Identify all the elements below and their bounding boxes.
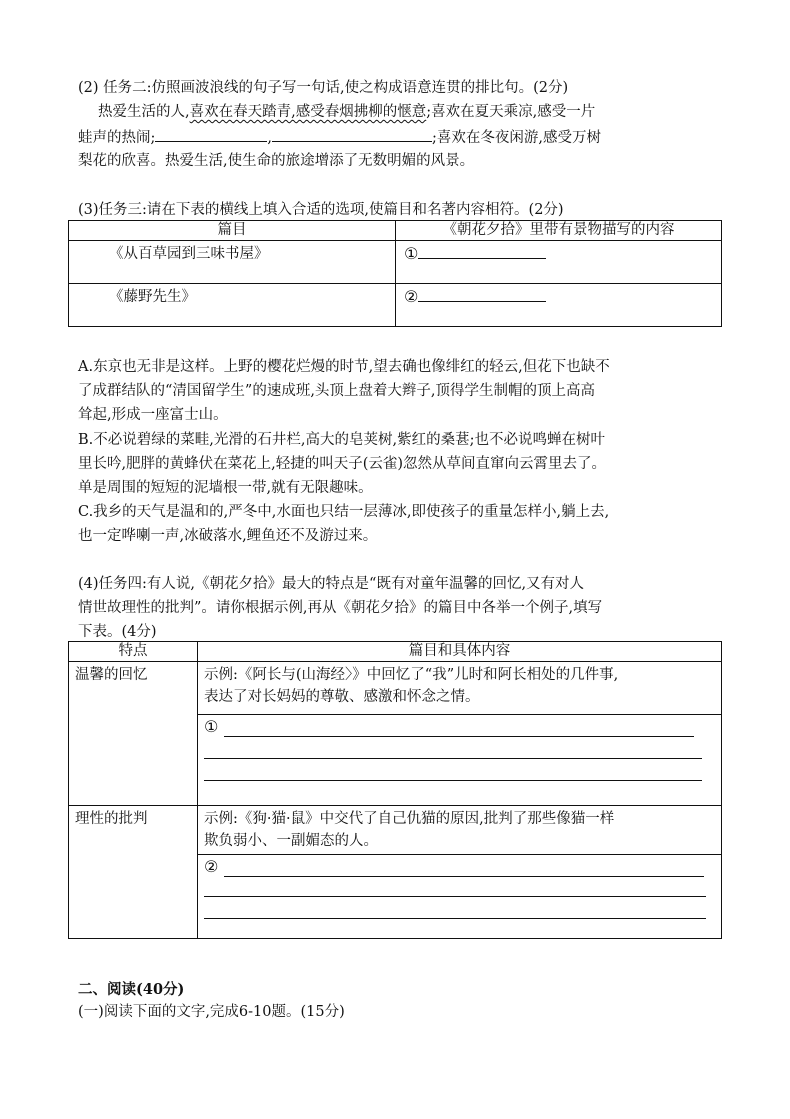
task2-paragraph-line-1 <box>98 102 595 122</box>
answer-line[interactable] <box>204 917 706 919</box>
task2-comma: , <box>267 130 272 146</box>
table-row <box>69 662 722 715</box>
table-row <box>69 284 722 327</box>
option-b-line-3: 单是周围的短短的泥墙根一带,就有无限趣味。 <box>78 480 373 496</box>
table-header-content: 篇目和具体内容 <box>198 642 722 662</box>
option-b-line-1: B.不必说碧绿的菜畦,光滑的石井栏,高大的皂荚树,紫红的桑葚;也不必说鸣蝉在树叶 <box>78 432 605 448</box>
circled-number: ① <box>404 244 419 263</box>
answer-blank-1[interactable] <box>155 127 267 142</box>
task2-text: ;喜欢在冬夜闲游,感受万树 <box>432 130 601 146</box>
answer-line[interactable] <box>204 757 702 759</box>
table-header-title: 篇目 <box>69 221 396 241</box>
answer-cell-1 <box>396 241 722 284</box>
table-header-feature: 特点 <box>69 642 198 662</box>
answer-cell-4 <box>198 855 722 939</box>
answer-cell-3 <box>198 715 722 806</box>
circled-number: ① <box>204 717 219 736</box>
wavy-underlined-sentence: 喜欢在春天踏青,感受春烟拂柳的惬意 <box>189 104 427 120</box>
section-subtitle: (一)阅读下面的文字,完成6-10题。(15分) <box>78 1004 345 1020</box>
chapter-title: 《从百草园到三味书屋》 <box>69 241 396 284</box>
feature-label: 温馨的回忆 <box>69 662 198 806</box>
task2-text: 热爱生活的人, <box>98 104 190 120</box>
task3-heading: (3)任务三:请在下表的横线上填入合适的选项,使篇目和名著内容相符。(2分) <box>78 202 564 218</box>
circled-number: ② <box>404 287 419 306</box>
option-c-line-2: 也一定哗喇一声,冰破落水,鲤鱼还不及游过来。 <box>78 528 378 544</box>
table-header-content: 《朝花夕拾》里带有景物描写的内容 <box>396 221 722 241</box>
example-text: 示例:《阿长与(山海经〉》中回忆了“我”儿时和阿长相处的几件事, <box>204 667 619 683</box>
task2-heading: (2) 任务二:仿照画波浪线的句子写一句话,使之构成语意连贯的排比句。(2分) <box>78 80 569 96</box>
answer-line[interactable] <box>204 779 702 781</box>
task2-text: ;喜欢在夏天乘凉,感受一片 <box>426 104 596 120</box>
table-row <box>69 806 722 855</box>
answer-blank-4[interactable] <box>418 287 546 302</box>
example-cell <box>198 806 722 855</box>
circled-number: ② <box>204 857 219 876</box>
table-row <box>69 241 722 284</box>
task4-heading-line-3: 下表。(4分) <box>78 624 157 640</box>
task4-table <box>68 641 722 939</box>
answer-line[interactable] <box>224 875 704 877</box>
option-a-line-3: 耸起,形成一座富士山。 <box>78 407 228 423</box>
answer-blank-2[interactable] <box>272 127 432 142</box>
option-a-line-2: 了成群结队的“清国留学生”的速成班,头顶上盘着大辫子,顶得学生制帽的顶上高高 <box>78 383 596 399</box>
answer-line[interactable] <box>204 895 706 897</box>
task4-heading-line-1: (4)任务四:有人说,《朝花夕拾》最大的特点是“既有对童年温馨的回忆,又有对人 <box>78 576 585 592</box>
task4-heading-line-2: 情世故理性的批判”。请你根据示例,再从《朝花夕拾》的篇目中各举一个例子,填写 <box>78 600 603 616</box>
task2-text: 蛙声的热闹; <box>78 130 156 146</box>
option-a-line-1: A.东京也无非是这样。上野的樱花烂熳的时节,望去确也像绯红的轻云,但花下也缺不 <box>78 359 610 375</box>
section-title: 二、阅读(40分) <box>78 981 185 998</box>
answer-cell-2 <box>396 284 722 327</box>
option-b-line-2: 里长吟,肥胖的黄蜂伏在菜花上,轻捷的叫天子(云雀)忽然从草间直窜向云霄里去了。 <box>78 456 607 472</box>
answer-blank-3[interactable] <box>418 244 546 259</box>
answer-line[interactable] <box>224 735 694 737</box>
task2-paragraph-line-2 <box>78 127 601 148</box>
task3-table <box>68 220 722 327</box>
example-cell <box>198 662 722 715</box>
example-text: 示例:《狗·猫·鼠》中交代了自己仇猫的原因,批判了那些像猫一样 <box>204 811 615 827</box>
option-c-line-1: C.我乡的天气是温和的,严冬中,水面也只结一层薄冰,即使孩子的重量怎样小,躺上去, <box>78 504 610 520</box>
chapter-title: 《藤野先生》 <box>69 284 396 327</box>
task2-paragraph-line-3: 梨花的欣喜。热爱生活,使生命的旅途增添了无数明媚的风景。 <box>78 153 475 169</box>
feature-label: 理性的批判 <box>69 806 198 939</box>
example-text: 欺负弱小、一副媚态的人。 <box>204 833 378 849</box>
example-text: 表达了对长妈妈的尊敬、感激和怀念之情。 <box>204 689 480 705</box>
